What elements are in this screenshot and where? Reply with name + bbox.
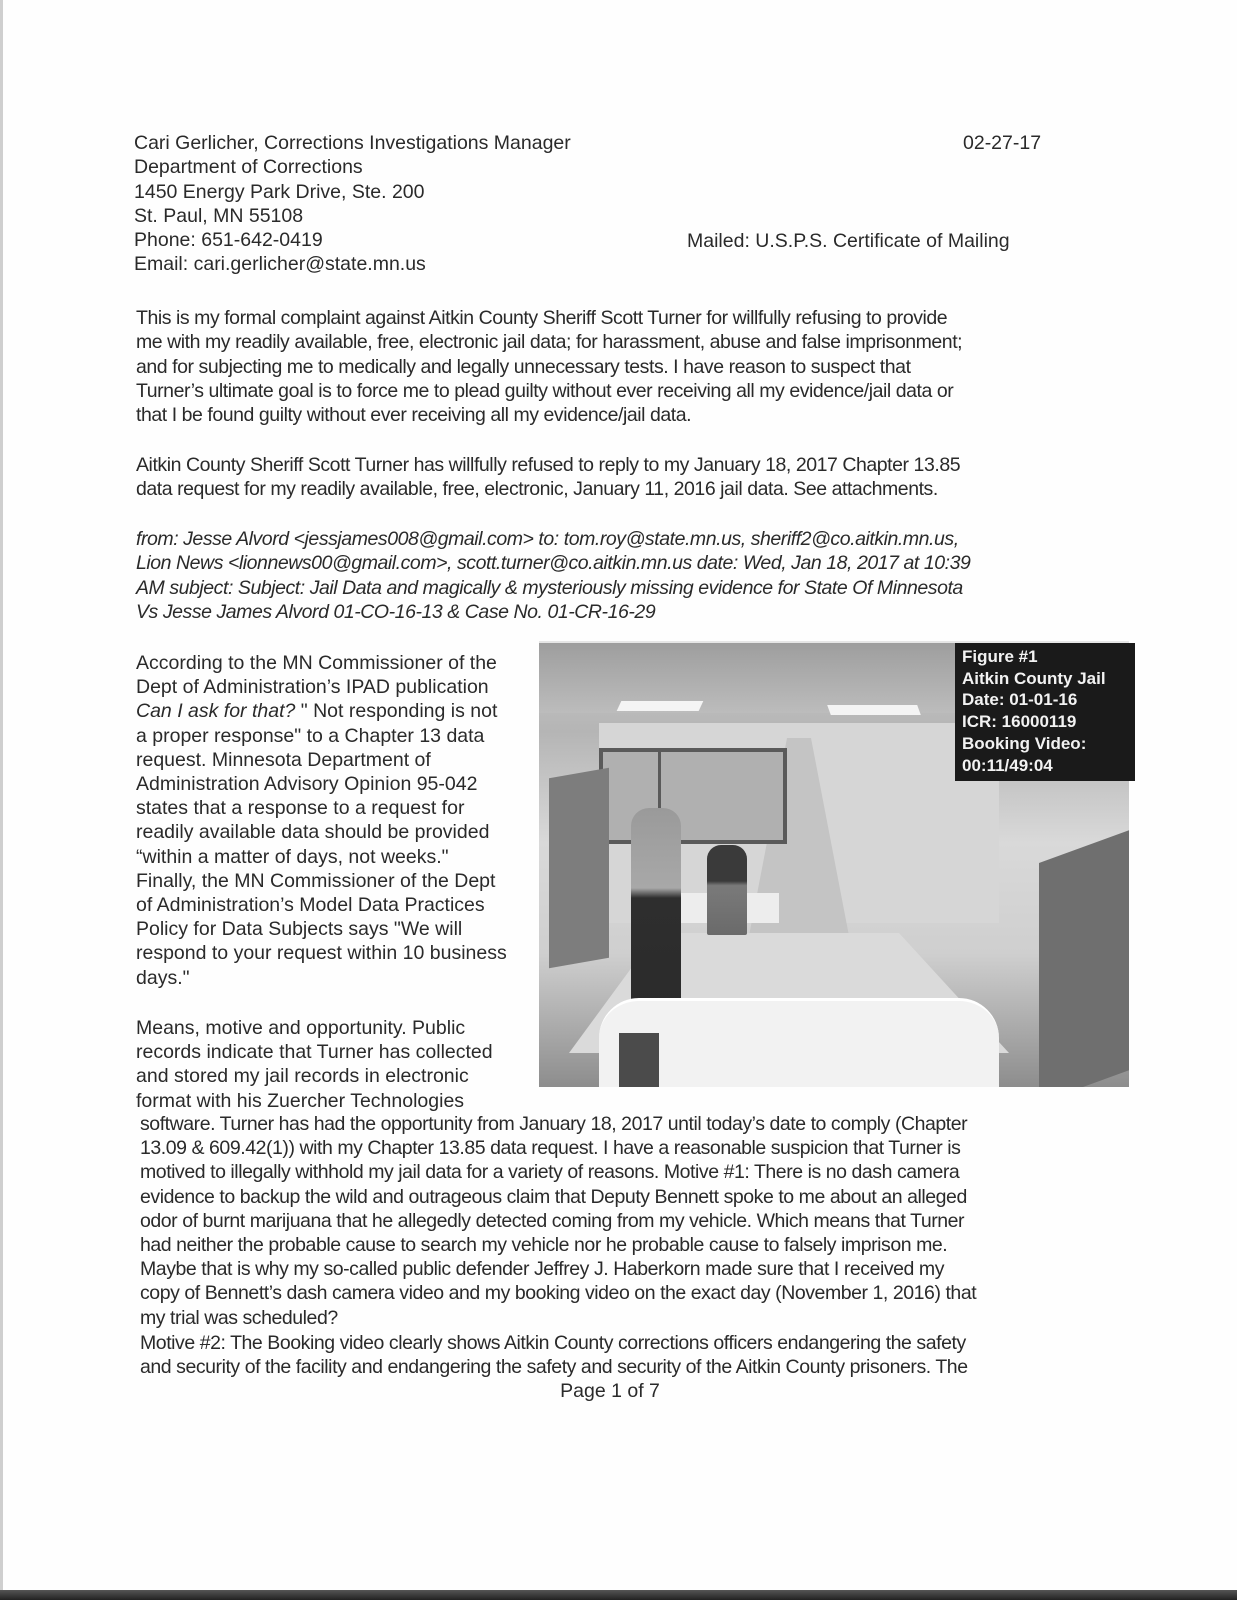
text-line: This is my formal complaint against Aitkin County Sheriff Scott Turner for willfully refusing to provide [136,307,948,329]
text-line: records indicate that Turner has collected [136,1041,493,1064]
text-line: copy of Bennett’s dash camera video and my booking video on the exact day (November 1, 2016) that [140,1282,977,1305]
text-line: 13.09 & 609.42(1)) with my Chapter 13.85 data request. I have a reasonable suspicion that Turner is [140,1137,961,1160]
text-line: software. Turner has had the opportunity from January 18, 2017 until today’s date to comply (Chapter [140,1113,968,1135]
photo-officer [631,808,681,1008]
text-line: me with my readily available, free, electronic jail data; for harassment, abuse and false imprisonment; [136,331,963,354]
text-line: my trial was scheduled? [140,1306,338,1329]
text-line: days." [136,966,190,989]
recipient-phone: Phone: 651-642-0419 [134,229,323,252]
recipient-department: Department of Corrections [134,156,363,179]
text-line: and security of the facility and endangering the safety and security of the Aitkin County prisoners. The [140,1356,968,1379]
letter-date: 02-27-17 [963,132,1042,154]
means-motive-paragraph [136,1016,493,1113]
text-line: Vs Jesse James Alvord 01-CO-16-13 & Case No. 01-CR-16-29 [136,600,656,623]
figure-location: Aitkin County Jail [962,668,1106,688]
text-line: request. Minnesota Department of [136,748,431,771]
text-line: Aitkin County Sheriff Scott Turner has willfully refused to reply to my January 18, 2017 Chapter 13.85 [136,454,961,476]
text-line: Administration Advisory Opinion 95-042 [136,773,478,796]
email-header-quote [136,527,970,624]
text-line: motived to illegally withhold my jail data for a variety of reasons. Motive #1: There is no dash camera [140,1161,960,1184]
text-line: format with his Zuercher Technologies [136,1089,465,1112]
photo-ceiling-light [617,701,704,711]
text-line: Finally, the MN Commissioner of the Dept [136,869,496,892]
figure-label: Figure #1 [962,647,1038,666]
recipient-city: St. Paul, MN 55108 [134,204,304,227]
figure-icr: ICR: 16000119 [962,712,1077,732]
mailing-method: Mailed: U.S.P.S. Certificate of Mailing [687,230,1010,252]
figure-timestamp: 00:11/49:04 [962,755,1053,775]
text-line: AM subject: Subject: Jail Data and magically & mysteriously missing evidence for State Of Minnesota [136,576,963,599]
text-line: Lion News <lionnews00@gmail.com>, scott.turner@co.aitkin.mn.us date: Wed, Jan 18, 2017 at 10:39 [136,552,971,575]
ipad-publication-paragraph [136,651,507,990]
figure-date: Date: 01-01-16 [962,690,1078,710]
publication-title: Can I ask for that? [136,700,296,723]
text-line: Maybe that is why my so-called public defender Jeffrey J. Haberkorn made sure that I received my [140,1258,944,1281]
refusal-paragraph [136,453,960,502]
text-line: “within a matter of days, not weeks." [136,845,449,868]
photo-seated-person [707,845,747,935]
text-line: from: Jesse Alvord <jessjames008@gmail.com> to: tom.roy@state.mn.us, sheriff2@co.aitkin.mn.us, [136,528,959,550]
recipient-name-title: Cari Gerlicher, Corrections Investigations Manager [134,132,571,154]
motive-2-paragraph [140,1331,968,1379]
text-line: had neither the probable cause to search my vehicle nor he probable cause to falsely imprison me. [140,1234,948,1257]
complaint-intro-paragraph [136,306,962,427]
text-line: readily available data should be provided [136,821,490,844]
photo-desk-item [619,1033,659,1087]
text-line: respond to your request within 10 business [136,942,507,965]
text-line: Turner’s ultimate goal is to force me to plead guilty without ever receiving all my evidence/jail data or [136,379,954,402]
photo-booking-desk [599,998,999,1087]
photo-window [599,748,787,844]
text-line: odor of burnt marijuana that he allegedly detected coming from my vehicle. Which means that Turner [140,1209,965,1232]
recipient-email: Email: cari.gerlicher@state.mn.us [134,253,426,276]
page-number: Page 1 of 7 [560,1380,660,1402]
text-line: data request for my readily available, free, electronic, January 11, 2016 jail data. See attachments. [136,478,938,501]
text-line: Dept of Administration’s IPAD publication [136,676,489,699]
text-line: that I be found guilty without ever receiving all my evidence/jail data. [136,404,692,427]
text-line: a proper response" to a Chapter 13 data [136,724,485,747]
photo-ceiling-light [827,705,921,715]
photo-door [1039,823,1129,1087]
text-line: Motive #2: The Booking video clearly shows Aitkin County corrections officers endangering the safety [140,1332,966,1354]
text-fragment: " Not responding is not [295,700,498,723]
text-line: states that a response to a request for [136,797,465,820]
photo-door [549,768,609,969]
text-line: and for subjecting me to medically and legally unnecessary tests. I have reason to suspect that [136,355,911,378]
recipient-street: 1450 Energy Park Drive, Ste. 200 [134,180,425,203]
text-line: of Administration’s Model Data Practices [136,894,485,917]
text-line [136,699,507,723]
scan-edge-bottom [0,1590,1237,1600]
text-line: Policy for Data Subjects says "We will [136,918,463,941]
scan-edge-left [0,0,3,1600]
text-line: evidence to backup the wild and outrageous claim that Deputy Bennett spoke to me about an alleged [140,1185,967,1208]
text-line: Means, motive and opportunity. Public [136,1017,466,1039]
recipient-address-block [134,131,571,277]
motive-1-paragraph [140,1112,976,1330]
figure-video-label: Booking Video: [962,733,1087,753]
text-line: According to the MN Commissioner of the [136,652,497,674]
text-line: and stored my jail records in electronic [136,1065,469,1088]
